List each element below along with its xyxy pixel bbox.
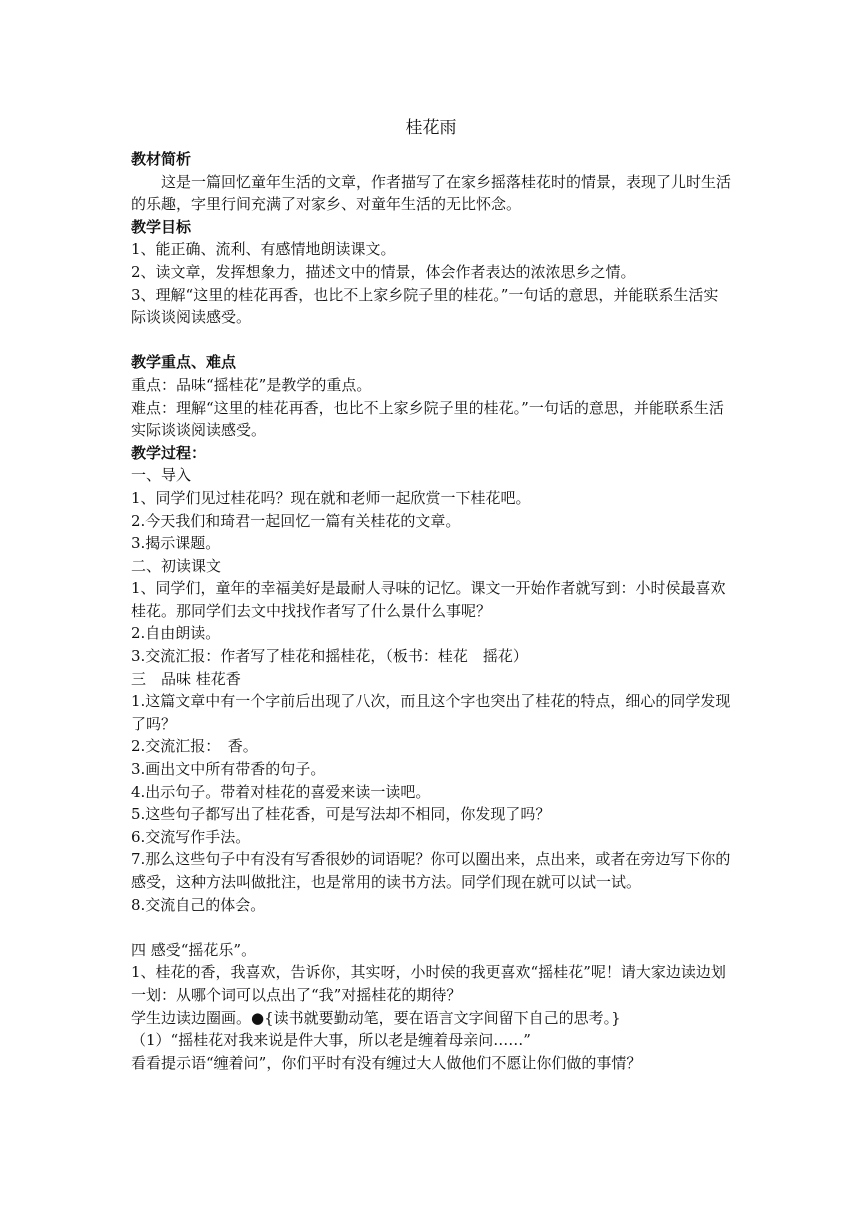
process-step: 1.这篇文章中有一个字前后出现了八次，而且这个字也突出了桂花的特点，细心的同学发现了吗？ bbox=[131, 692, 731, 733]
process-step: 2.交流汇报： 香。 bbox=[131, 737, 258, 756]
process-step: 4.出示句子。带着对桂花的喜爱来读一读吧。 bbox=[131, 782, 431, 801]
part-title-first-reading: 二、初读课文 bbox=[131, 556, 222, 575]
process-step: 5.这些句子都写出了桂花香，可是写法却不相同，你发现了吗？ bbox=[131, 805, 551, 824]
process-step: 2.自由朗读。 bbox=[131, 624, 221, 643]
process-step: 3.揭示课题。 bbox=[131, 534, 221, 553]
difficulty-text: 难点：理解“这里的桂花再香，也比不上家乡院子里的桂花。”一句话的意思，并能联系生活实际谈谈阅读感受。 bbox=[131, 398, 724, 440]
goal-item: 1、能正确、流利、有感情地朗读课文。 bbox=[131, 240, 396, 259]
process-step: 3.交流汇报：作者写了桂花和摇桂花，（板书：桂花 摇花） bbox=[131, 647, 528, 666]
blank-line bbox=[131, 329, 731, 352]
process-step: 1、同学们见过桂花吗？现在就和老师一起欣赏一下桂花吧。 bbox=[131, 488, 531, 507]
process-step: 1、同学们，童年的幸福美好是最耐人寻味的记忆。课文一开始作者就写到：小时侯最喜欢桂花。那同学们去文中找找作者写了什么景什么事呢？ bbox=[131, 579, 726, 620]
process-step: 1、桂花的香，我喜欢，告诉你，其实呀，小时侯的我更喜欢“摇桂花”呢！请大家边读边划一划：从哪个词可以点出了“我”对摇桂花的期待？ bbox=[131, 963, 726, 1004]
process-step: 2.今天我们和琦君一起回忆一篇有关桂花的文章。 bbox=[131, 511, 461, 530]
key-point-text: 重点：品味“摇桂花”是教学的重点。 bbox=[131, 375, 372, 394]
goal-item: 3、理解“这里的桂花再香，也比不上家乡院子里的桂花。”一句话的意思，并能联系生活实际谈谈阅读感受。 bbox=[131, 285, 719, 327]
section-heading-material: 教材简析 bbox=[131, 150, 192, 168]
document-page bbox=[131, 112, 731, 1074]
part-title-intro: 一、导入 bbox=[131, 466, 192, 485]
material-paragraph: 这是一篇回忆童年生活的文章，作者描写了在家乡摇落桂花时的情景，表现了儿时生活的乐趣，字里行间充满了对家乡、对童年生活的无比怀念。 bbox=[131, 172, 732, 214]
part-title-shaking-joy: 四 感受“摇花乐”。 bbox=[131, 940, 257, 959]
section-heading-goals: 教学目标 bbox=[131, 217, 192, 236]
process-step: 7.那么这些句子中有没有写香很妙的词语呢？你可以圈出来，点出来，或者在旁边写下你的感受，这种方法叫做批注，也是常用的读书方法。同学们现在就可以试一试。 bbox=[131, 850, 731, 891]
process-step: （1）“摇桂花对我来说是件大事，所以老是缠着母亲问……” bbox=[131, 1031, 531, 1050]
process-step: 8.交流自己的体会。 bbox=[131, 895, 266, 914]
process-step: 学生边读边圈画。●{读书就要勤动笔，要在语言文字间留下自己的思考。} bbox=[131, 1008, 621, 1027]
process-step: 看看提示语“缠着问”，你们平时有没有缠过大人做他们不愿让你们做的事情？ bbox=[131, 1053, 642, 1072]
part-title-fragrance: 三 品味 桂花香 bbox=[131, 669, 241, 688]
process-step: 6.交流写作手法。 bbox=[131, 827, 251, 846]
process-step: 3.画出文中所有带香的句子。 bbox=[131, 760, 326, 779]
document-title: 桂花雨 bbox=[405, 118, 457, 138]
section-heading-key-points: 教学重点、难点 bbox=[131, 353, 237, 372]
blank-line bbox=[131, 916, 731, 939]
goal-item: 2、读文章，发挥想象力，描述文中的情景，体会作者表达的浓浓思乡之情。 bbox=[131, 262, 636, 281]
section-heading-process: 教学过程： bbox=[131, 443, 207, 462]
